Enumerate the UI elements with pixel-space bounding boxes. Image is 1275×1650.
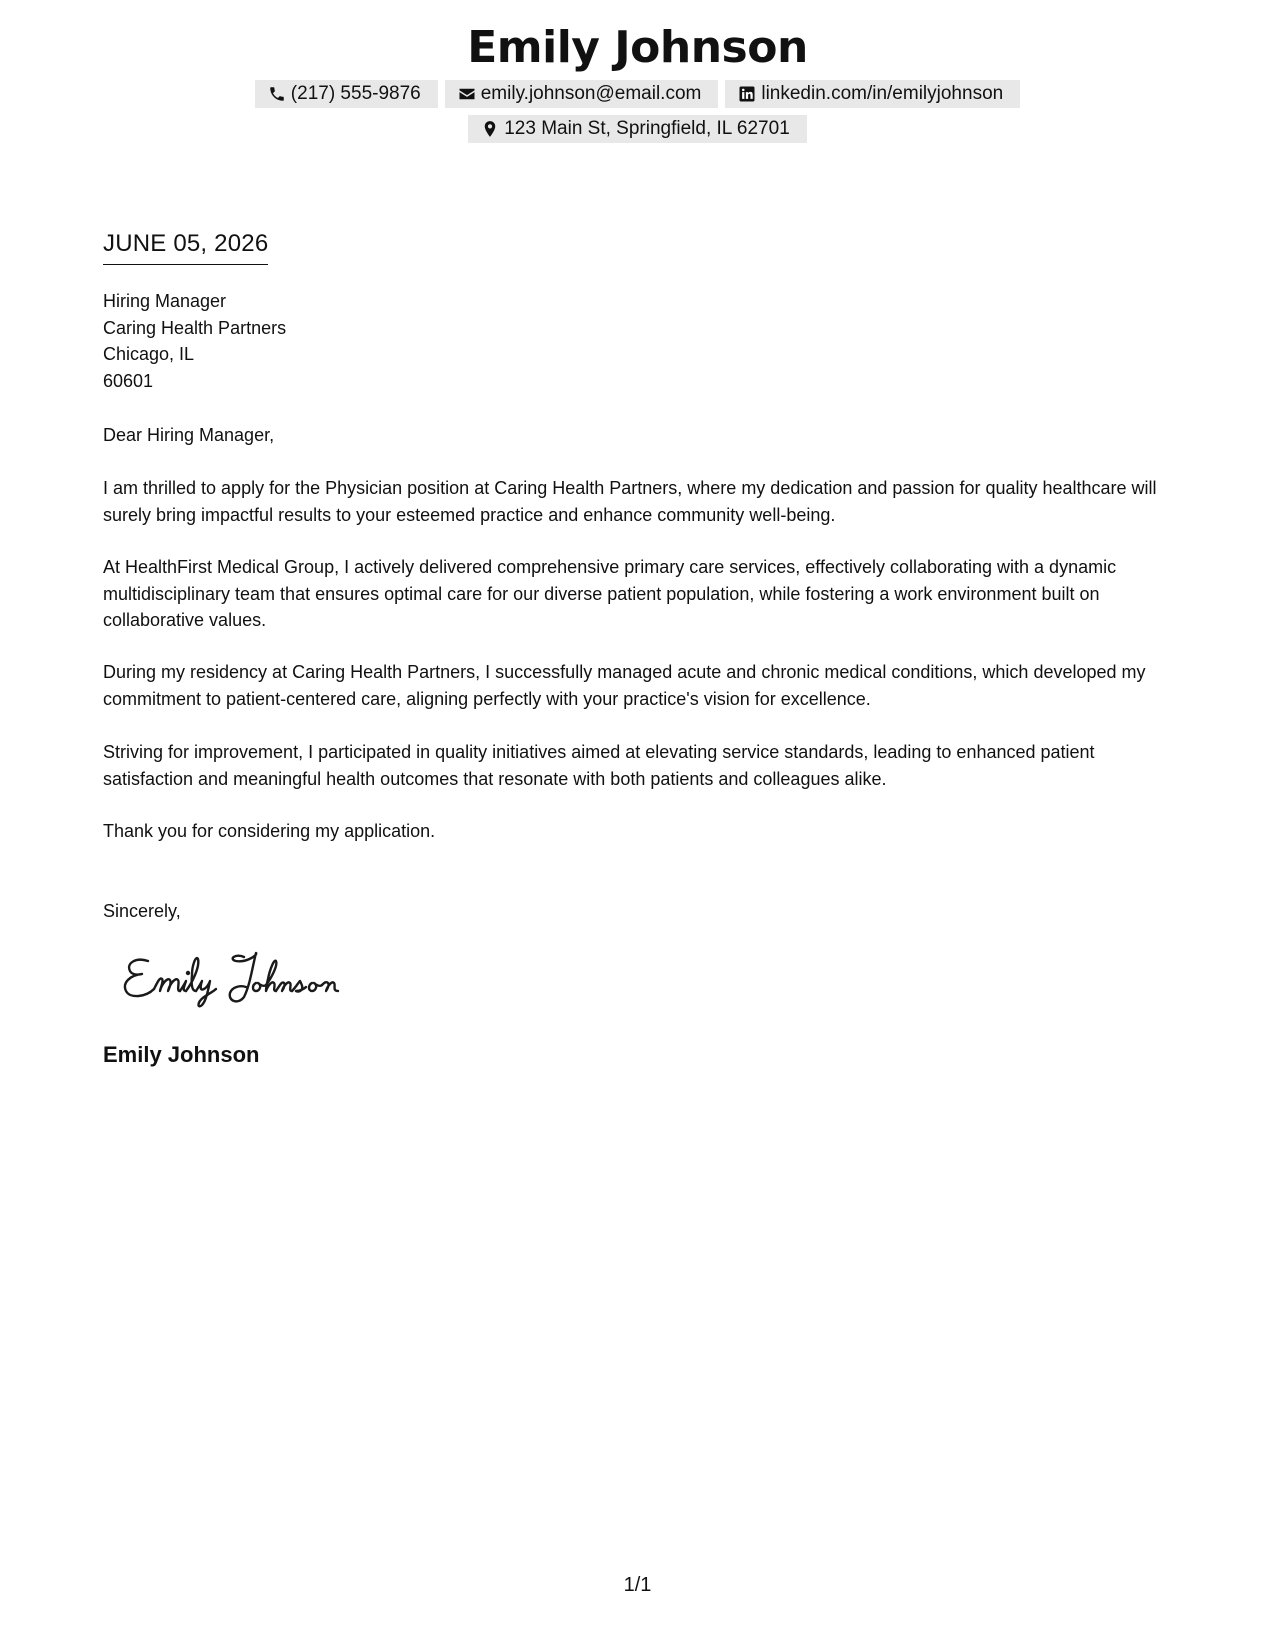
- address-chip: [468, 115, 807, 143]
- phone-chip: [255, 80, 438, 108]
- closing-line: Thank you for considering my application.: [103, 821, 436, 841]
- linkedin-text: linkedin.com/in/emilyjohnson: [761, 83, 1004, 104]
- contact-row-primary: [0, 80, 1275, 108]
- email-chip: [445, 80, 719, 108]
- recipient-city-state: Chicago, IL: [103, 344, 195, 364]
- letter-date: JUNE 05, 2026: [103, 230, 268, 265]
- contact-row-secondary: [0, 115, 1275, 143]
- body-paragraph: At HealthFirst Medical Group, I actively delivered comprehensive primary care services, effectively collaborating with a dynamic multidisciplinary team that ensures optimal care for our diverse patient population, while fostering a work environment built on collaborative values.: [103, 557, 1117, 630]
- recipient-title: Hiring Manager: [103, 291, 227, 311]
- signoff: Sincerely,: [103, 901, 181, 921]
- linkedin-icon: [737, 84, 757, 104]
- envelope-icon: [457, 84, 477, 104]
- salutation: Dear Hiring Manager,: [103, 425, 275, 445]
- handwritten-signature: [118, 945, 358, 1009]
- page-number: 1/1: [623, 1574, 652, 1596]
- phone-icon: [267, 84, 287, 104]
- body-paragraph: Striving for improvement, I participated in quality initiatives aimed at elevating service standards, leading to enhanced patient satisfaction and meaningful health outcomes that resonate with both patients and colleagues alike.: [103, 742, 1095, 789]
- phone-text: (217) 555-9876: [290, 83, 421, 104]
- recipient-block: [103, 288, 286, 394]
- applicant-name-heading: Emily Johnson: [467, 22, 808, 73]
- email-text: emily.johnson@email.com: [480, 83, 702, 104]
- linkedin-chip: [725, 80, 1020, 108]
- recipient-zip: 60601: [103, 370, 154, 391]
- map-pin-icon: [480, 119, 500, 139]
- recipient-company: Caring Health Partners: [103, 317, 287, 338]
- body-paragraph: I am thrilled to apply for the Physician position at Caring Health Partners, where my dedication and passion for quality healthcare will surely bring impactful results to your esteemed practice and enhance community well-being.: [103, 478, 1157, 525]
- address-text: 123 Main St, Springfield, IL 62701: [504, 118, 790, 139]
- signer-name: Emily Johnson: [103, 1042, 260, 1067]
- body-paragraph: During my residency at Caring Health Partners, I successfully managed acute and chronic medical conditions, which developed my commitment to patient-centered care, aligning perfectly with your practice's vision for excellence.: [103, 662, 1146, 709]
